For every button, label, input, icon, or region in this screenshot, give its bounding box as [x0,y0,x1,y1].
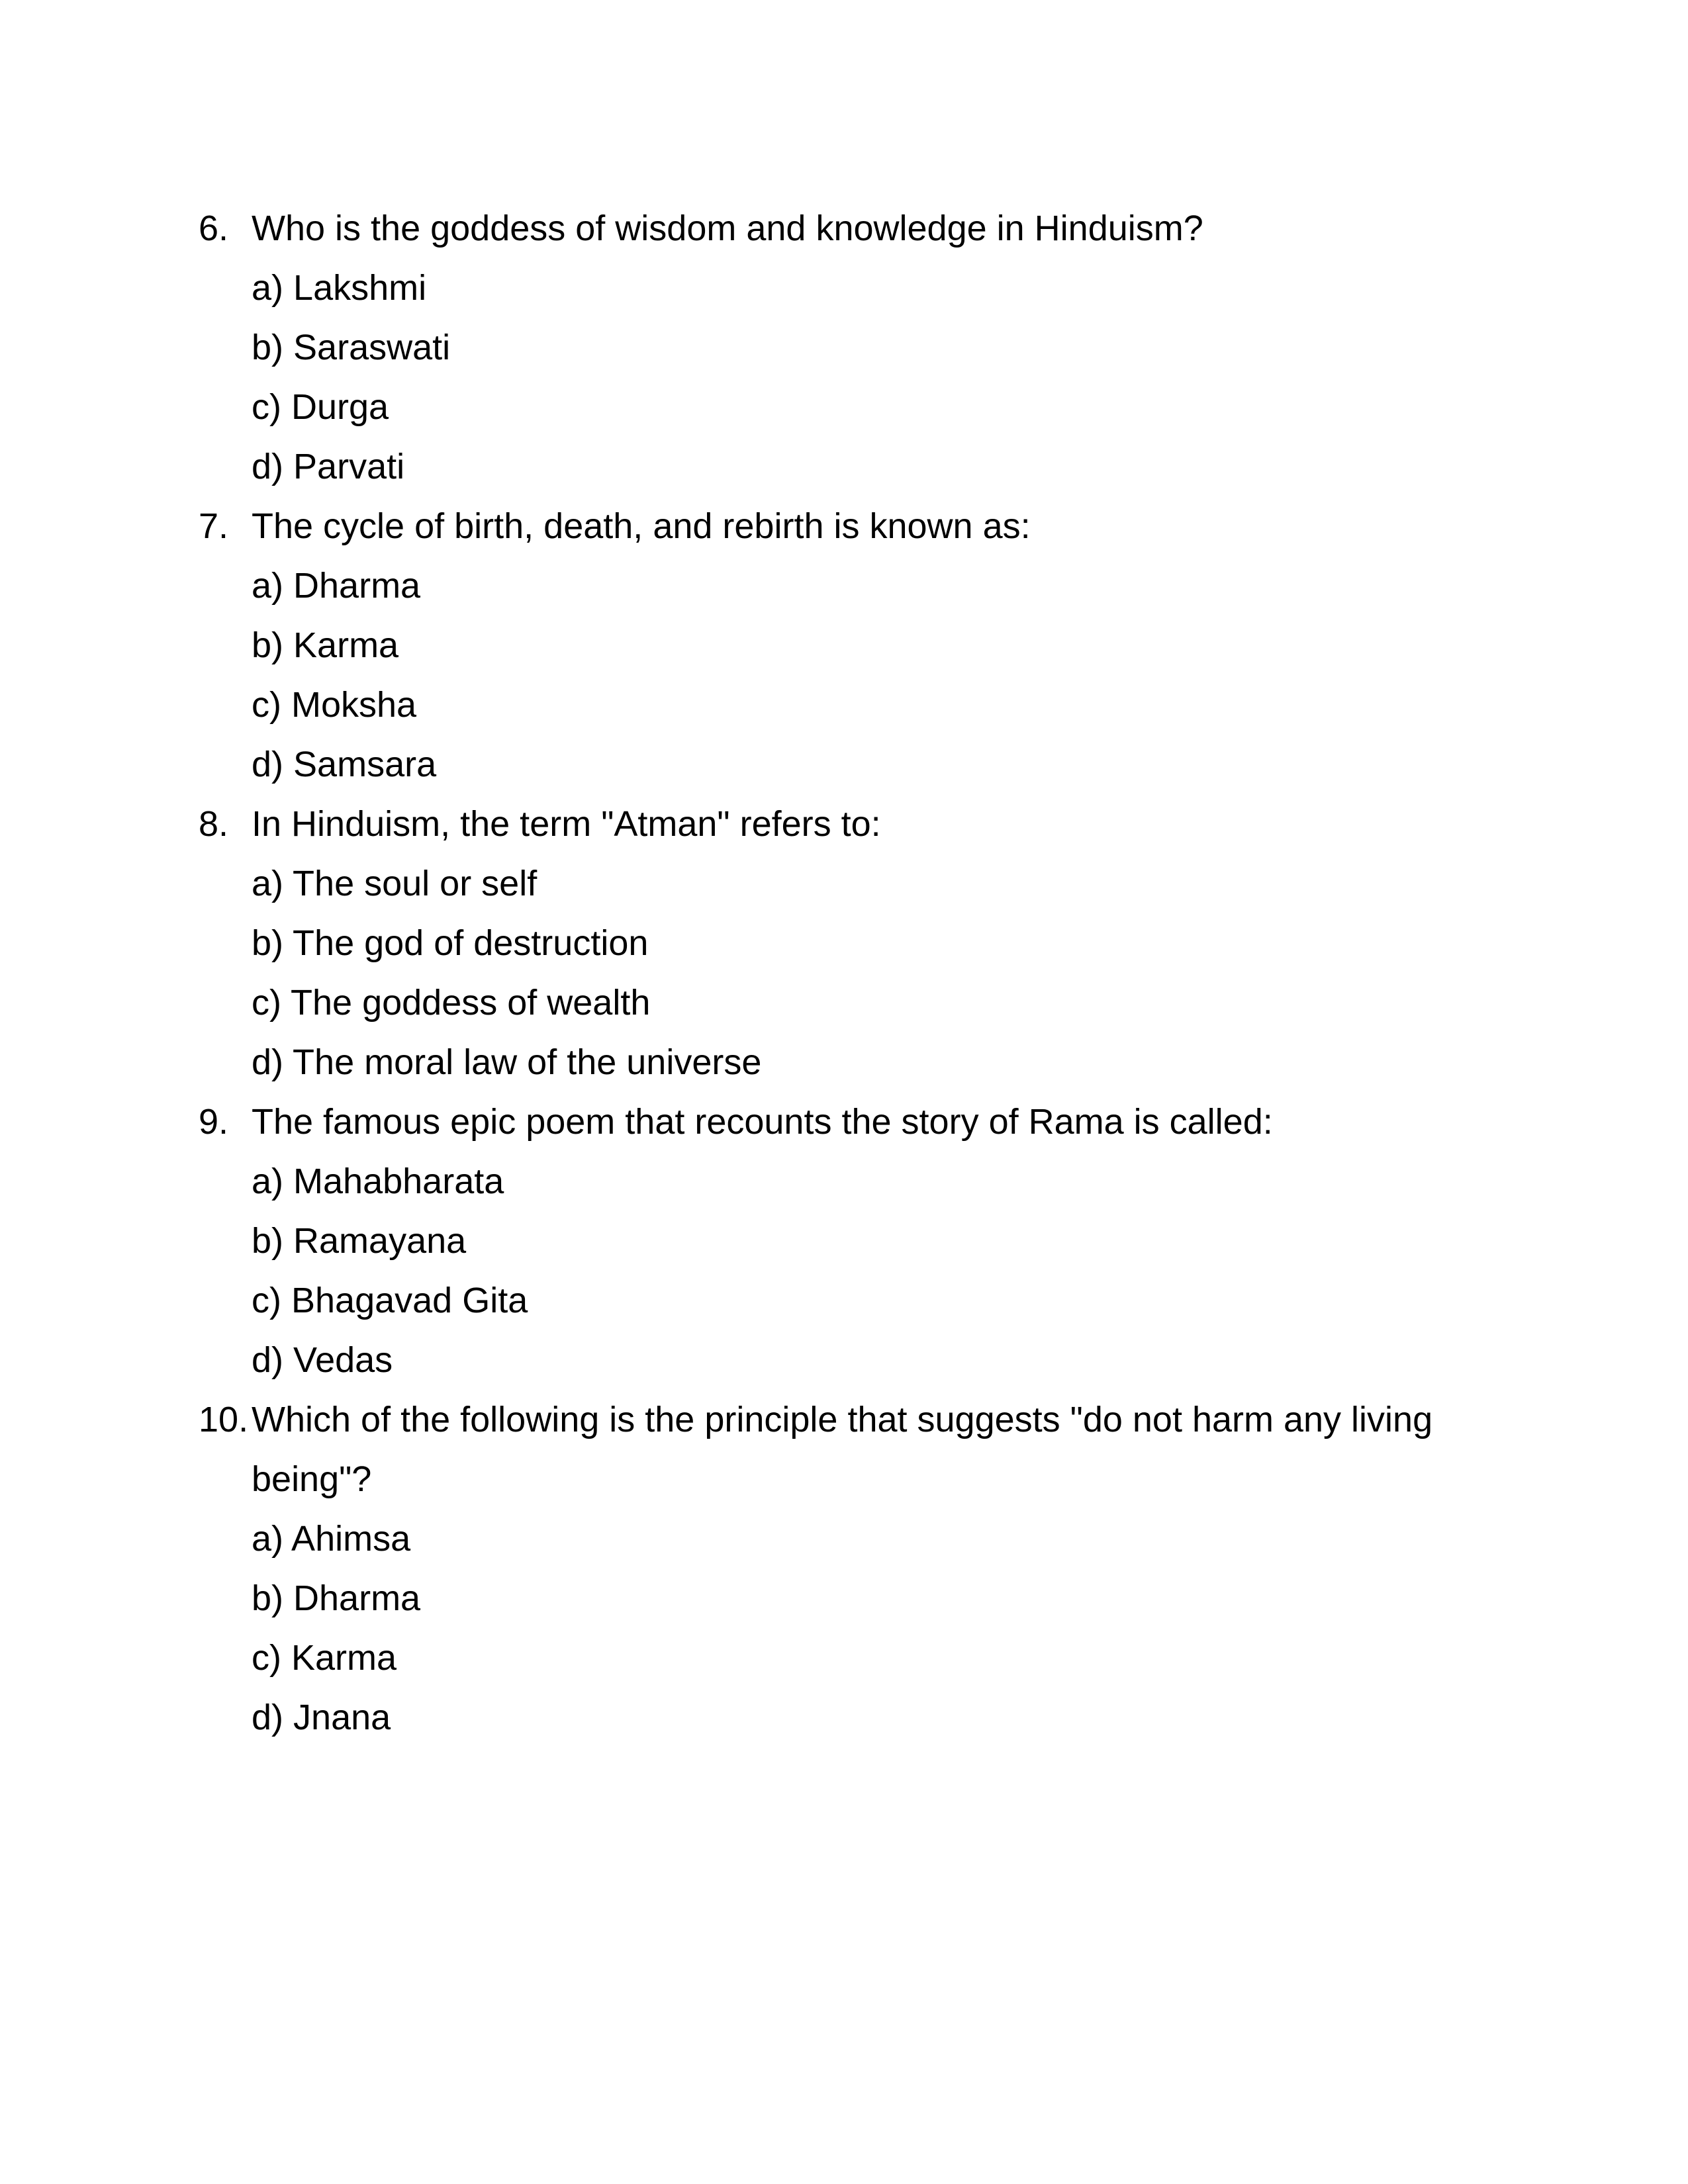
option-row [199,913,1489,973]
option-label: Dharma [293,566,421,606]
question-text: Who is the goddess of wisdom and knowledge in Hinduism? [252,208,1203,248]
option-row [199,1628,1489,1688]
option-row [199,854,1489,913]
option-marker: b) [252,625,284,665]
option-row [199,437,1489,496]
option-marker: b) [252,923,284,963]
option-marker: c) [252,983,281,1023]
option-marker: b) [252,328,284,367]
option-marker: d) [252,1698,284,1737]
question-text-line-2: being"? [252,1459,372,1499]
option-marker: a) [252,268,284,308]
option-label: Ahimsa [291,1519,411,1559]
option-marker: c) [252,1638,281,1678]
option-label: Durga [291,387,389,427]
option-label: Bhagavad Gita [291,1281,528,1320]
option-label: Mahabharata [293,1161,504,1201]
option-label: Moksha [291,685,417,725]
question-number: 9. [199,1102,229,1142]
option-label: Karma [293,625,399,665]
question-block-8 [199,794,1489,1092]
option-row [199,556,1489,615]
option-row [199,258,1489,318]
option-label: Dharma [293,1578,421,1618]
option-marker: a) [252,864,284,903]
option-row [199,377,1489,437]
question-block-9 [199,1092,1489,1390]
option-marker: d) [252,1042,284,1082]
option-marker: a) [252,566,284,606]
option-row [199,1688,1489,1747]
question-block-6 [199,199,1489,496]
question-block-7 [199,496,1489,794]
option-row [199,675,1489,735]
option-label: Parvati [293,447,405,486]
option-label: Samsara [293,745,437,784]
option-label: The moral law of the universe [293,1042,762,1082]
question-text-line-1: Which of the following is the principle that suggests "do not harm any living [252,1400,1433,1439]
question-row [199,1092,1489,1152]
option-marker: d) [252,1340,284,1380]
option-marker: c) [252,1281,281,1320]
option-row [199,1032,1489,1092]
option-label: The god of destruction [293,923,649,963]
question-block-10 [199,1390,1489,1747]
quiz-content [199,199,1489,1747]
question-text: The cycle of birth, death, and rebirth is known as: [252,506,1031,546]
question-text [252,1390,1489,1509]
option-row [199,1211,1489,1271]
question-number: 6. [199,208,229,248]
option-label: Ramayana [293,1221,467,1261]
option-row [199,973,1489,1032]
option-marker: a) [252,1161,284,1201]
option-marker: c) [252,685,281,725]
question-number: 8. [199,804,229,844]
option-row [199,318,1489,377]
option-row [199,1569,1489,1628]
option-marker: d) [252,447,284,486]
option-row [199,1152,1489,1211]
question-row [199,794,1489,854]
question-row [199,199,1489,258]
question-text: The famous epic poem that recounts the story of Rama is called: [252,1102,1273,1142]
option-row [199,1509,1489,1569]
question-number: 10. [199,1400,249,1439]
option-marker: b) [252,1578,284,1618]
option-label: Karma [291,1638,397,1678]
question-row [199,1390,1489,1509]
option-marker: d) [252,745,284,784]
option-row [199,735,1489,794]
option-label: The goddess of wealth [291,983,651,1023]
option-label: Saraswati [293,328,451,367]
question-text: In Hinduism, the term "Atman" refers to: [252,804,881,844]
option-marker: a) [252,1519,284,1559]
question-number: 7. [199,506,229,546]
option-row [199,1330,1489,1390]
option-row [199,615,1489,675]
option-label: Vedas [293,1340,393,1380]
option-label: The soul or self [293,864,538,903]
question-row [199,496,1489,556]
option-marker: c) [252,387,281,427]
option-marker: b) [252,1221,284,1261]
option-row [199,1271,1489,1330]
option-label: Jnana [293,1698,391,1737]
option-label: Lakshmi [293,268,427,308]
